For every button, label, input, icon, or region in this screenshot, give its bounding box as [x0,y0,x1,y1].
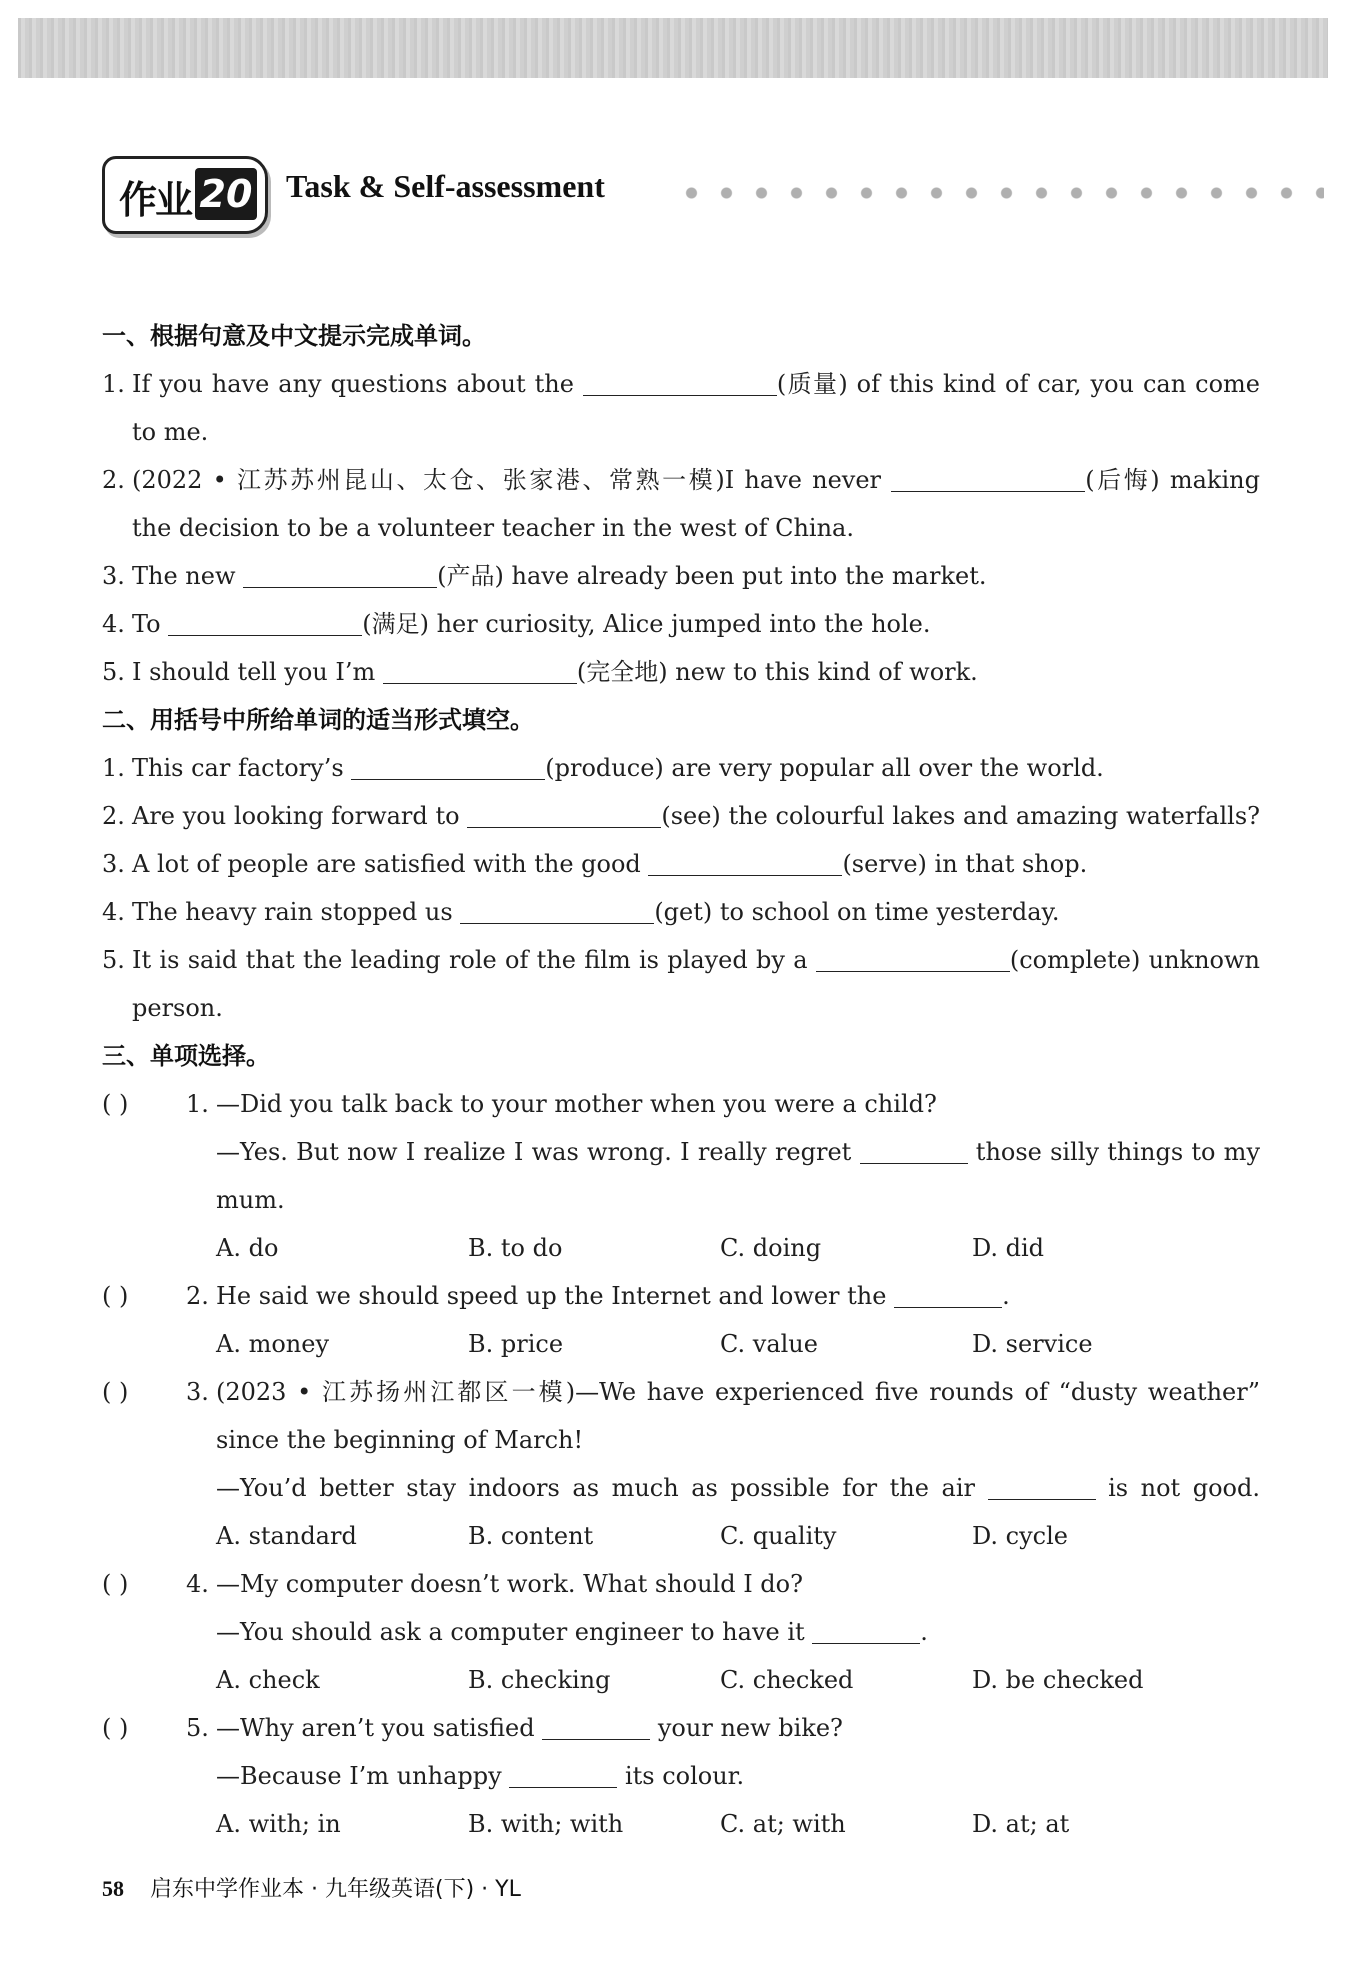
mc-question-3 [102,1368,1260,1416]
page-footer [102,1872,521,1903]
answer-blank[interactable] [894,1277,1002,1308]
question-continuation: to me. [132,418,209,446]
question-text: (满足) her curiosity, Alice jumped into the hole. [362,610,931,638]
badge-number: 20 [195,168,257,220]
answer-blank[interactable] [467,797,661,828]
question-continuation: the decision to be a volunteer teacher in the west of China. [132,514,854,542]
question-continuation [102,1128,1260,1176]
answer-blank[interactable] [812,1613,920,1644]
mc-question-5 [102,1704,1260,1752]
question-number: 3. [102,562,125,590]
question-number: 5. [102,946,125,974]
answer-blank[interactable] [648,845,842,876]
question-text: (produce) are very popular all over the world. [545,754,1104,782]
question-text: . [920,1618,928,1646]
question-number: 4. [186,1570,209,1598]
question-text: (产品) have already been put into the market. [437,562,987,590]
s1-question-4 [102,600,1260,648]
question-continuation: since the beginning of March! [216,1426,584,1454]
answer-bracket[interactable]: ( ) [102,1090,129,1118]
question-continuation [102,1608,1260,1656]
answer-blank[interactable] [351,749,545,780]
answer-bracket[interactable]: ( ) [102,1282,129,1310]
answer-bracket[interactable]: ( ) [102,1570,129,1598]
page-title: Task & Self-assessment [286,168,605,204]
question-number: 5. [102,658,125,686]
question-number: 2. [102,802,125,830]
option-d[interactable]: D. at; at [972,1810,1070,1838]
question-text: its colour. [624,1762,745,1790]
question-continuation [102,1464,1260,1512]
question-text: . [1002,1282,1010,1310]
option-c[interactable]: C. checked [720,1666,854,1694]
option-b[interactable]: B. checking [468,1666,611,1694]
option-b[interactable]: B. price [468,1330,564,1358]
section2-heading: 二、用括号中所给单词的适当形式填空。 [102,706,534,734]
question-number: 5. [186,1714,209,1742]
answer-options [102,1224,1260,1272]
answer-blank[interactable] [860,1133,968,1164]
s1-question-3 [102,552,1260,600]
book-title: 启东中学作业本 · 九年级英语(下) · YL [150,1877,521,1902]
option-d[interactable]: D. service [972,1330,1093,1358]
question-number: 1. [186,1090,209,1118]
worksheet-content [102,312,1260,1848]
question-text: (完全地) new to this kind of work. [576,658,978,686]
question-text: It is said that the leading role of the film is played by a [132,946,808,974]
question-text: The new [132,562,236,590]
question-text: (complete) unknown [1009,946,1260,974]
question-text: To [132,610,161,638]
option-d[interactable]: D. be checked [972,1666,1144,1694]
question-text: —My computer doesn’t work. What should I do? [216,1570,803,1598]
answer-options [102,1800,1260,1848]
question-continuation: person. [132,994,223,1022]
answer-blank[interactable] [891,461,1085,492]
question-number: 3. [102,850,125,878]
question-text: Are you looking forward to [132,802,460,830]
option-b[interactable]: B. content [468,1522,594,1550]
s1-question-2 [102,456,1260,504]
option-c[interactable]: C. doing [720,1234,822,1262]
option-a[interactable]: A. standard [216,1522,357,1550]
answer-blank[interactable] [988,1469,1096,1500]
page-number: 58 [102,1876,124,1901]
question-text: (2023 • 江苏扬州江都区一模)—We have experienced five rounds of “dusty weather” [216,1378,1260,1406]
question-text: If you have any questions about the [132,370,574,398]
question-text: (serve) in that shop. [842,850,1088,878]
dotted-rule [674,186,1324,200]
s2-question-1 [102,744,1260,792]
answer-options [102,1512,1260,1560]
homework-badge [102,156,268,234]
badge-label: 作业 [119,178,192,222]
top-decorative-band [18,18,1328,78]
s2-question-4 [102,888,1260,936]
s2-question-5 [102,936,1260,984]
question-text: —Yes. But now I realize I was wrong. I really regret [216,1138,852,1166]
option-b[interactable]: B. to do [468,1234,563,1262]
answer-options [102,1320,1260,1368]
question-text: (后悔) making [1085,466,1260,494]
answer-options [102,1656,1260,1704]
option-a[interactable]: A. check [216,1666,320,1694]
option-a[interactable]: A. do [216,1234,279,1262]
option-a[interactable]: A. money [216,1330,330,1358]
mc-question-4 [102,1560,1260,1608]
option-c[interactable]: C. quality [720,1522,837,1550]
question-text: He said we should speed up the Internet and lower the [216,1282,887,1310]
question-text: (get) to school on time yesterday. [654,898,1060,926]
question-text: —Because I’m unhappy [216,1762,502,1790]
s1-question-1 [102,360,1260,408]
section1-heading: 一、根据句意及中文提示完成单词。 [102,322,486,350]
question-number: 3. [186,1378,209,1406]
answer-bracket[interactable]: ( ) [102,1378,129,1406]
question-text: —Why aren’t you satisfied [216,1714,535,1742]
answer-blank[interactable] [509,1757,617,1788]
answer-blank[interactable] [583,365,777,396]
answer-blank[interactable] [168,605,362,636]
question-number: 1. [102,370,125,398]
option-d[interactable]: D. cycle [972,1522,1068,1550]
question-text: —You should ask a computer engineer to have it [216,1618,805,1646]
option-a[interactable]: A. with; in [216,1810,341,1838]
question-text: your new bike? [657,1714,843,1742]
question-number: 4. [102,898,125,926]
s2-question-2 [102,792,1260,840]
answer-blank[interactable] [460,893,654,924]
question-continuation [102,1752,1260,1800]
mc-question-2 [102,1272,1260,1320]
answer-bracket[interactable]: ( ) [102,1714,129,1742]
question-text: (质量) of this kind of car, you can come [776,370,1260,398]
option-d[interactable]: D. did [972,1234,1045,1262]
s2-question-3 [102,840,1260,888]
option-c[interactable]: C. value [720,1330,818,1358]
question-text: is not good. [1108,1474,1261,1502]
question-number: 1. [102,754,125,782]
answer-blank[interactable] [383,653,577,684]
question-text: (see) the colourful lakes and amazing waterfalls? [661,802,1261,830]
answer-blank[interactable] [816,941,1010,972]
page-header [102,150,1332,240]
section3-heading: 三、单项选择。 [102,1042,270,1070]
option-b[interactable]: B. with; with [468,1810,624,1838]
question-number: 2. [102,466,125,494]
answer-blank[interactable] [542,1709,650,1740]
question-text: The heavy rain stopped us [132,898,453,926]
question-number: 2. [186,1282,209,1310]
answer-blank[interactable] [243,557,437,588]
question-continuation: mum. [216,1186,285,1214]
question-text: —You’d better stay indoors as much as possible for the air [216,1474,975,1502]
question-text: This car factory’s [132,754,344,782]
question-text: —Did you talk back to your mother when you were a child? [216,1090,937,1118]
question-text: (2022 • 江苏苏州昆山、太仓、张家港、常熟一模)I have never [132,466,882,494]
question-number: 4. [102,610,125,638]
question-text: I should tell you I’m [132,658,376,686]
mc-question-1 [102,1080,1260,1128]
question-text: those silly things to my [975,1138,1260,1166]
option-c[interactable]: C. at; with [720,1810,846,1838]
s1-question-5 [102,648,1260,696]
question-text: A lot of people are satisfied with the good [132,850,641,878]
